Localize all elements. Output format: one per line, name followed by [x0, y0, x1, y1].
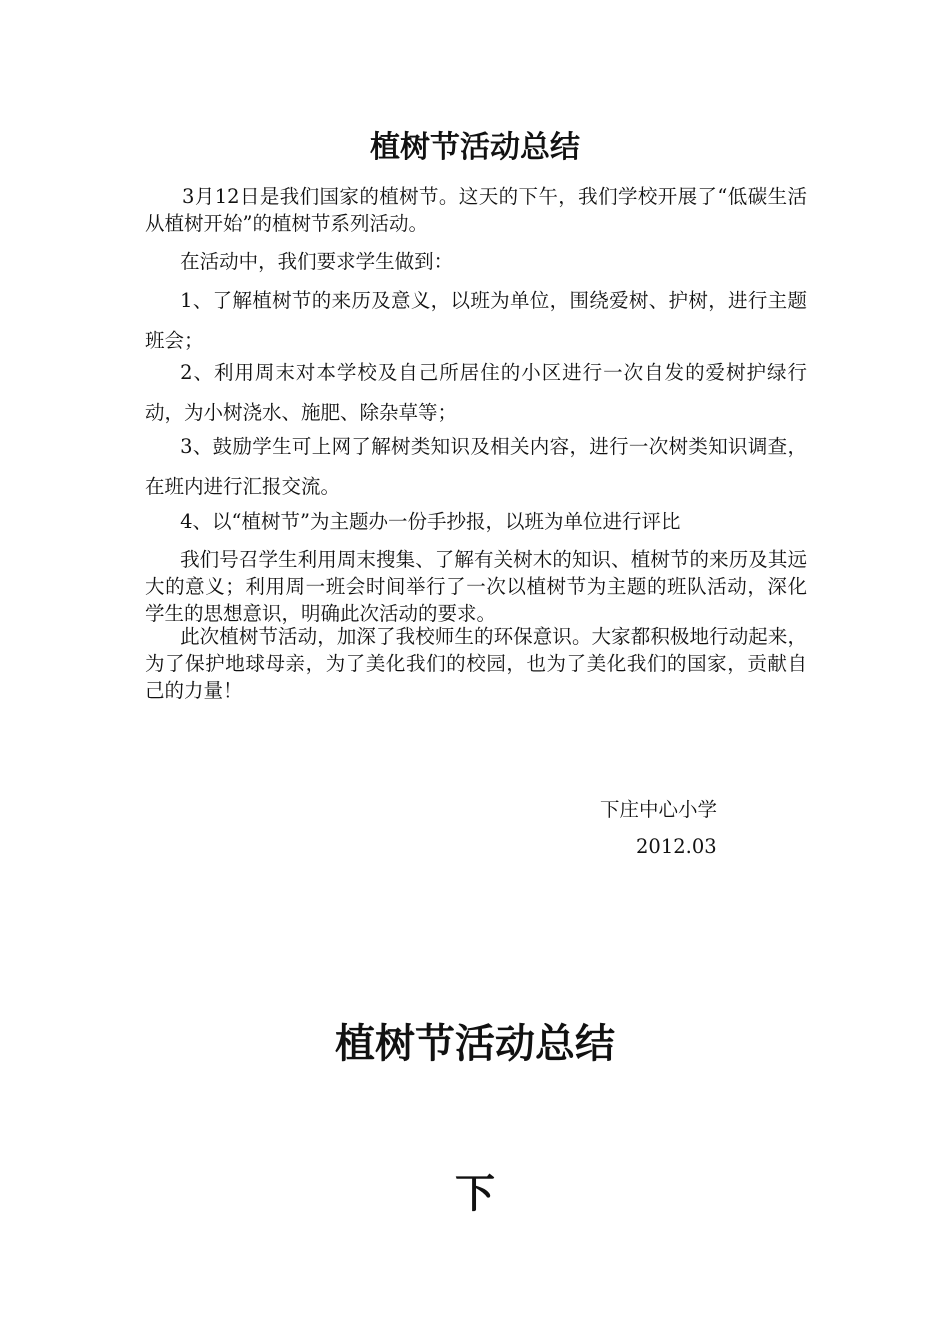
- document-title: 植树节活动总结: [370, 130, 580, 165]
- requirement-item-1: 1、了解植树节的来历及意义，以班为单位，围绕爱树、护树，进行主题班会；: [145, 289, 807, 352]
- signature-date: 2012.03: [636, 835, 717, 858]
- requirements-intro: 在活动中，我们要求学生做到：: [180, 250, 454, 273]
- next-page-title: 植树节活动总结: [335, 1020, 615, 1067]
- closing-paragraph: 此次植树节活动，加深了我校师生的环保意识。大家都积极地行动起来，为了保护地球母亲，为了美化我们的校园，也为了美化我们的国家，贡献自己的力量！: [145, 625, 807, 702]
- call-paragraph: 我们号召学生利用周末搜集、了解有关树木的知识、植树节的来历及其远大的意义；利用周一班会时间举行了一次以植树节为主题的班队活动，深化学生的思想意识，明确此次活动的要求。: [145, 548, 807, 625]
- intro-paragraph: 3月12日是我们国家的植树节。这天的下午，我们学校开展了“低碳生活从植树开始”的植树节系列活动。: [145, 185, 807, 235]
- next-page-fragment: 下: [455, 1170, 495, 1217]
- signature-school: 下庄中心小学: [600, 798, 718, 821]
- requirement-item-2: 2、利用周末对本学校及自己所居住的小区进行一次自发的爱树护绿行动，为小树浇水、施肥、除杂草等；: [145, 361, 807, 424]
- requirement-item-3: 3、鼓励学生可上网了解树类知识及相关内容，进行一次树类知识调查，在班内进行汇报交流。: [145, 435, 807, 498]
- requirement-item-4: 4、以“植树节”为主题办一份手抄报，以班为单位进行评比: [180, 510, 681, 533]
